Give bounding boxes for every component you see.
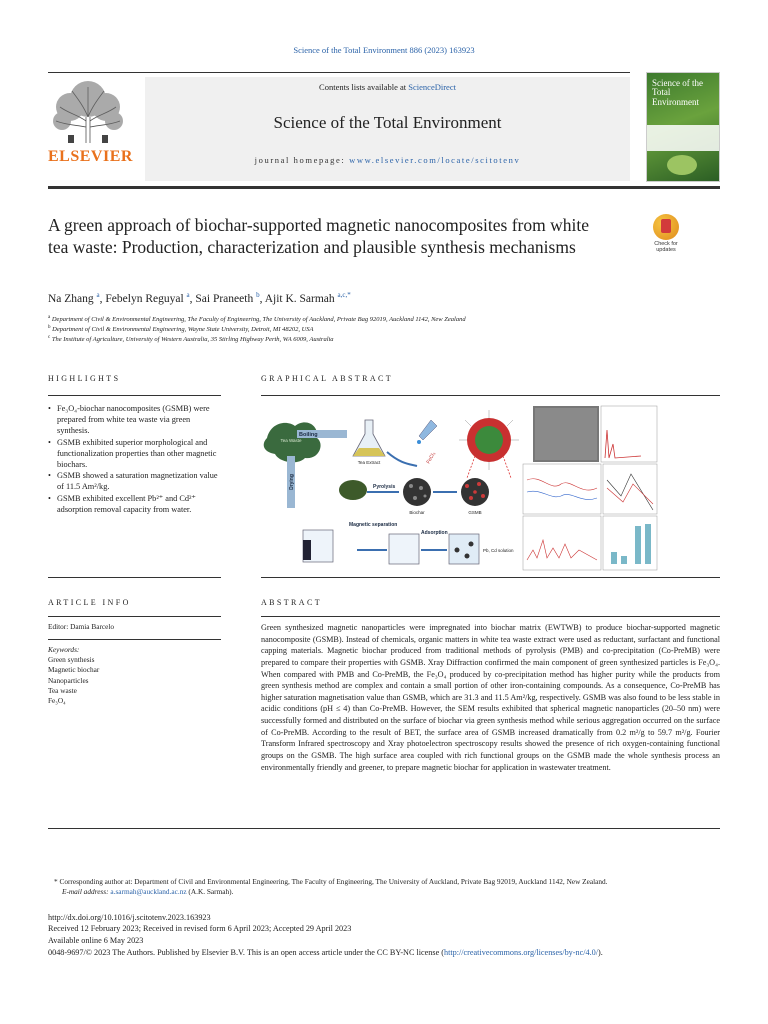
solution-beaker: [449, 534, 479, 564]
license-line: [48, 948, 728, 957]
highlights-heading: HIGHLIGHTS: [48, 374, 121, 383]
received-dates: Received 12 February 2023; Received in revised form 6 April 2023; Accepted 29 April 2023: [48, 924, 352, 933]
abstract-heading: ABSTRACT: [261, 598, 322, 607]
check-updates-label: Check for updates: [654, 241, 678, 254]
publisher-name: ELSEVIER: [48, 148, 133, 165]
dropper-icon: [419, 420, 437, 440]
graphical-abstract-rule: [261, 577, 720, 578]
highlights-rule: [48, 577, 221, 578]
author-list: Na Zhang $^a$, Febelyn Reguyal $^a$, Sai Praneeth $^b$, Ajit K. Sarmah $^{a,c,*}$: [48, 291, 351, 305]
highlight-item: • GSMB showed a saturation magnetization value of 11.5 Am²/kg.: [48, 470, 223, 492]
journal-title: Science of the Total Environment: [273, 113, 502, 132]
article-title: A green approach of biochar-supported magnetic nanocomposites from white tea waste: Production, characterization and plausible synthesis mechanisms: [48, 215, 590, 258]
affil-marker: b: [48, 325, 51, 330]
cover-graphic: [667, 155, 697, 175]
journal-cover-image[interactable]: [646, 72, 720, 182]
xrd-plot: [523, 516, 601, 570]
article-info-heading: ARTICLE INFO: [48, 598, 131, 607]
check-updates-icon: [653, 214, 679, 240]
journal-homepage: [145, 155, 630, 165]
highlights-rule: [48, 395, 221, 396]
article-info-rule: [48, 616, 221, 617]
email-label: E-mail address:: [62, 887, 111, 896]
keywords-label: Keywords:: [48, 645, 80, 654]
cover-band: [647, 125, 720, 151]
drying-label: Drying: [289, 474, 295, 490]
highlight-item: • GSMB exhibited excellent Pb²⁺ and Cd²⁺ adsorption removal capacity from water.: [48, 493, 223, 515]
keyword: Green synthesis: [48, 655, 95, 665]
adsorption-beaker: [389, 534, 419, 564]
editor-line: Editor: Damia Barcelo: [48, 622, 115, 631]
license-prefix: 0048-9697/© 2023 The Authors. Published by Elsevier B.V. This is an open access article under the CC BY-NC license (: [48, 948, 444, 957]
keyword: Fe₃O₄: [48, 696, 66, 706]
header-bottom-rule: [48, 186, 720, 189]
corresponding-author-note: * Corresponding author at: Department of Civil and Environmental Engineering, The Faculty of Engineering, The University of Auckland, Private Bag 92019, Auckland 1142, New Zealand.: [54, 877, 608, 886]
highlight-item: • Fe₃O₄-biochar nanocomposites (GSMB) were prepared from white tea waste via green synthesis.: [48, 403, 223, 437]
fecl3-label: FeCl₃: [425, 451, 438, 465]
author-name[interactable]: Sai Praneeth: [195, 292, 254, 305]
tea-extract-label: Tea Extract: [357, 460, 381, 465]
affil-text: Department of Civil & Environmental Engineering, The Faculty of Engineering, The University of Auckland, Private Bag 92019, Auckland 1142, New Zealand: [51, 316, 466, 324]
abstract-text: Green synthesized magnetic nanoparticles were impregnated into biochar matrix (EWTWB) to produce biochar-supported magnetic nanocomposite (GSMB). Instead of chemicals, organic matters in white tea waste extract were used as reductant, surfactant and functional capping materials. Magnetic biochar produced from traditional methods of pyrolysis (PMB) and co-precipitation (Co-PreMB) were prepared to compare their properties with GSMB. Xray Diffraction confirmed the main component of green synthesized particles is Fe₃O₄. When compared with PMB and Co-PreMB, the Fe₃O₄ produced by co-precipitation method has higher purity while the products from green synthesis method are complex and contain a small portion of other iron-containing compounds. As a consequence, Co-PreMB has higher saturation magnetisation value than GSMB, which are 31.3 and 11.5 Am²/kg, respectively. GSMB was also found to be less stable in acidic conditions (pH ≤ 4) than Co-PreMB. However, the SEM results exhibited that spherical magnetic nanoparticles (20–50 nm) were successfully formed and distributed on the surface of biochar via green synthesis method while serious aggregation occurred on the surface of Co-PreMB. According to the result of BET, the surface area of GSMB increased dramatically from 0.2 m²/g to 59.7 m²/g. Fourier Transform Infrared spectroscopy and Xray photoelectron spectroscopy results showed the presence of rich oxygen-containing functional groups on the GSMB. The high surface area coupled with rich functional groups on the GSMB made the whole synthesis process an environmentally friendly and greener, to prepare magnetic biochar for application in wastewater treatment.: [261, 623, 720, 772]
affil-marker: c: [48, 335, 51, 340]
abstract-rule: [261, 616, 720, 617]
graphical-abstract-rule: [261, 395, 720, 396]
affil-marker: a: [48, 315, 51, 320]
highlight-item: • GSMB exhibited superior morphological and functionalization properties than other magnetic biochars.: [48, 437, 223, 471]
keywords-block: [48, 645, 99, 706]
biochar-label: Biochar: [409, 510, 425, 515]
graphical-abstract-heading: GRAPHICAL ABSTRACT: [261, 374, 394, 383]
graphical-abstract-figure[interactable]: [261, 400, 720, 575]
author-name[interactable]: Febelyn Reguyal: [105, 292, 184, 305]
header-top-rule: [48, 72, 630, 73]
online-date: Available online 6 May 2023: [48, 936, 144, 945]
author-name[interactable]: Ajit K. Sarmah: [264, 292, 335, 305]
contents-prefix: Contents lists available at: [319, 82, 409, 92]
affiliation: [48, 325, 688, 333]
affiliation: [48, 335, 688, 343]
author-name[interactable]: Na Zhang: [48, 292, 94, 305]
author-affil-marker[interactable]: a: [96, 291, 100, 299]
magnetic-separation-label: Magnetic separation: [349, 522, 398, 528]
contents-line: [145, 82, 630, 92]
author-affil-marker[interactable]: a: [186, 291, 190, 299]
keyword: Tea waste: [48, 685, 77, 695]
gsmb-label: GSMB: [468, 510, 482, 515]
ftir-plot: [523, 464, 601, 514]
eds-spectrum: [601, 406, 657, 462]
journal-reference-link[interactable]: Science of the Total Environment 886 (2023) 163923: [293, 45, 475, 55]
email-line: [62, 887, 233, 896]
affil-text: Department of Civil & Environmental Engineering, Wayne State University, Detroit, MI 48202, USA: [52, 326, 314, 334]
affil-text: The Institute of Agriculture, University of Western Australia, 35 Stirling Highway Perth, WA 6009, Australia: [51, 336, 334, 344]
adsorption-label: Adsorption: [421, 530, 448, 536]
check-for-updates-button[interactable]: [648, 214, 684, 256]
keyword: Nanoparticles: [48, 675, 89, 685]
boiling-label: Boiling: [299, 432, 318, 438]
tea-waste-label: Tea Waste: [280, 438, 302, 443]
abstract-bottom-rule: [48, 828, 720, 829]
author-affil-marker[interactable]: b: [256, 291, 260, 299]
affiliation: [48, 315, 688, 323]
keyword: Magnetic biochar: [48, 665, 100, 675]
sciencedirect-link[interactable]: ScienceDirect: [408, 82, 456, 92]
homepage-link[interactable]: www.elsevier.com/locate/scitotenv: [349, 155, 521, 165]
author-affil-marker[interactable]: a,c,*: [337, 291, 351, 299]
doi-link[interactable]: http://dx.doi.org/10.1016/j.scitotenv.2023.163923: [48, 913, 211, 922]
pyrolysis-label: Pyrolysis: [373, 484, 396, 490]
homepage-prefix: journal homepage:: [254, 155, 350, 165]
article-info-rule: [48, 639, 221, 640]
pb-cd-label: Pb, Cd solution: [483, 548, 514, 553]
email-link[interactable]: a.sarmah@auckland.ac.nz: [110, 887, 187, 896]
biochar-graphic: [403, 478, 431, 506]
license-link[interactable]: http://creativecommons.org/licenses/by-nc/4.0/: [443, 948, 598, 957]
cover-title: Science of the Total Environment: [652, 78, 703, 107]
email-suffix: (A.K. Sarmah).: [186, 887, 234, 896]
highlights-list: [48, 403, 223, 515]
license-suffix: ).: [598, 948, 603, 957]
